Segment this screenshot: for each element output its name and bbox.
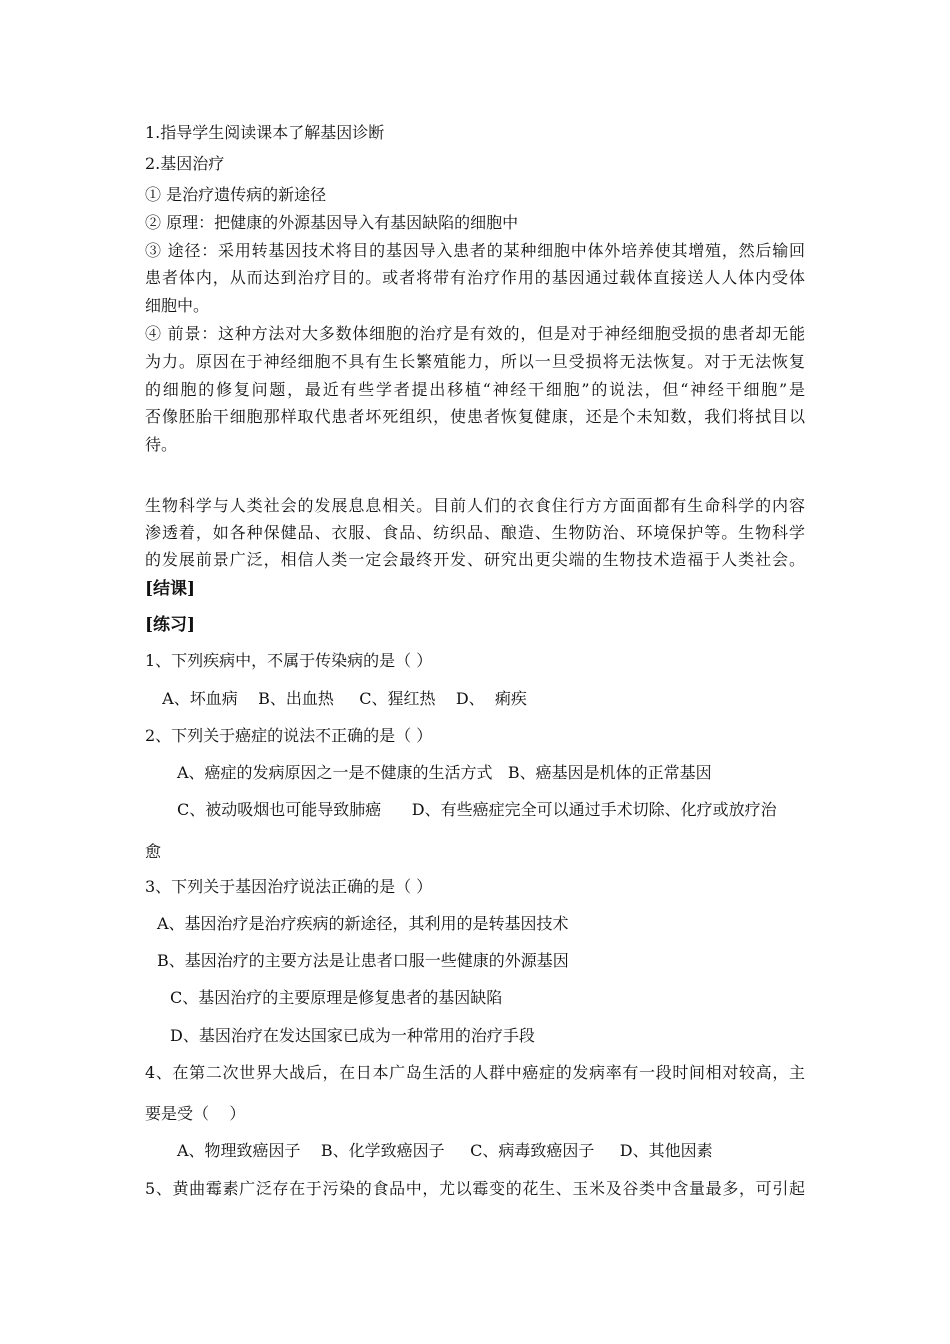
text-line: 的发展前景广泛，相信人类一定会最终开发、研究出更尖端的生物技术造福于人类社会。 — [145, 550, 805, 569]
question-2-option-ab: A、癌症的发病原因之一是不健康的生活方式 B、癌基因是机体的正常基因 — [177, 763, 712, 782]
text-line: 患者体内，从而达到治疗目的。或者将带有治疗作用的基因通过载体直接送人人体内受体 — [145, 268, 805, 287]
text-line: ① 是治疗遗传病的新途径 — [145, 185, 327, 204]
question-4-options: A、物理致癌因子 B、化学致癌因子 C、病毒致癌因子 D、其他因素 — [177, 1141, 713, 1160]
question-1-options: A、坏血病 B、出血热 C、猩红热 D、 痢疾 — [152, 689, 527, 708]
text-line: 要是受（ ） — [145, 1104, 246, 1123]
text-line: 为力。原因在于神经细胞不具有生长繁殖能力，所以一旦受损将无法恢复。对于无法恢复 — [145, 352, 805, 371]
text-line: 的细胞的修复问题，最近有些学者提出移植“神经干细胞”的说法，但“神经干细胞”是 — [145, 380, 805, 399]
text-line: 生物科学与人类社会的发展息息相关。目前人们的衣食住行方方面面都有生命科学的内容 — [145, 496, 805, 515]
question-3-option-a: A、基因治疗是治疗疾病的新途径，其利用的是转基因技术 — [157, 914, 569, 933]
text-line: 愈 — [145, 842, 162, 861]
section-heading-exercise: [练习] — [145, 615, 196, 635]
text-line: ② 原理：把健康的外源基因导入有基因缺陷的细胞中 — [145, 213, 519, 232]
text-line: ③ 途径：采用转基因技术将目的基因导入患者的某种细胞中体外培养使其增殖，然后输回 — [145, 241, 805, 260]
section-heading-conclusion: [结课] — [145, 579, 196, 599]
text-line: 渗透着，如各种保健品、衣服、食品、纺织品、酿造、生物防治、环境保护等。生物科学 — [145, 523, 805, 542]
question-3-option-d: D、基因治疗在发达国家已成为一种常用的治疗手段 — [170, 1026, 535, 1045]
question-3-option-c: C、基因治疗的主要原理是修复患者的基因缺陷 — [170, 988, 503, 1007]
text-line: 细胞中。 — [145, 296, 210, 315]
text-line: 1.指导学生阅读课本了解基因诊断 — [145, 123, 385, 142]
question-1: 1、下列疾病中，不属于传染病的是（ ） — [145, 651, 433, 670]
question-2: 2、下列关于癌症的说法不正确的是（ ） — [145, 726, 433, 745]
text-line: 待。 — [145, 435, 178, 454]
question-2-option-cd: C、被动吸烟也可能导致肺癌 D、有些癌症完全可以通过手术切除、化疗或放疗治 — [177, 800, 777, 819]
question-3-option-b: B、基因治疗的主要方法是让患者口服一些健康的外源基因 — [157, 951, 569, 970]
question-3: 3、下列关于基因治疗说法正确的是（ ） — [145, 877, 433, 896]
question-4: 4、在第二次世界大战后，在日本广岛生活的人群中癌症的发病率有一段时间相对较高，主 — [145, 1063, 805, 1082]
text-line: 否像胚胎干细胞那样取代患者坏死组织，使患者恢复健康，还是个未知数，我们将拭目以 — [145, 407, 805, 426]
text-line: ④ 前景：这种方法对大多数体细胞的治疗是有效的，但是对于神经细胞受损的患者却无能 — [145, 324, 805, 343]
text-line: 2.基因治疗 — [145, 154, 225, 173]
question-5: 5、黄曲霉素广泛存在于污染的食品中，尤以霉变的花生、玉米及谷类中含量最多，可引起 — [145, 1179, 805, 1198]
